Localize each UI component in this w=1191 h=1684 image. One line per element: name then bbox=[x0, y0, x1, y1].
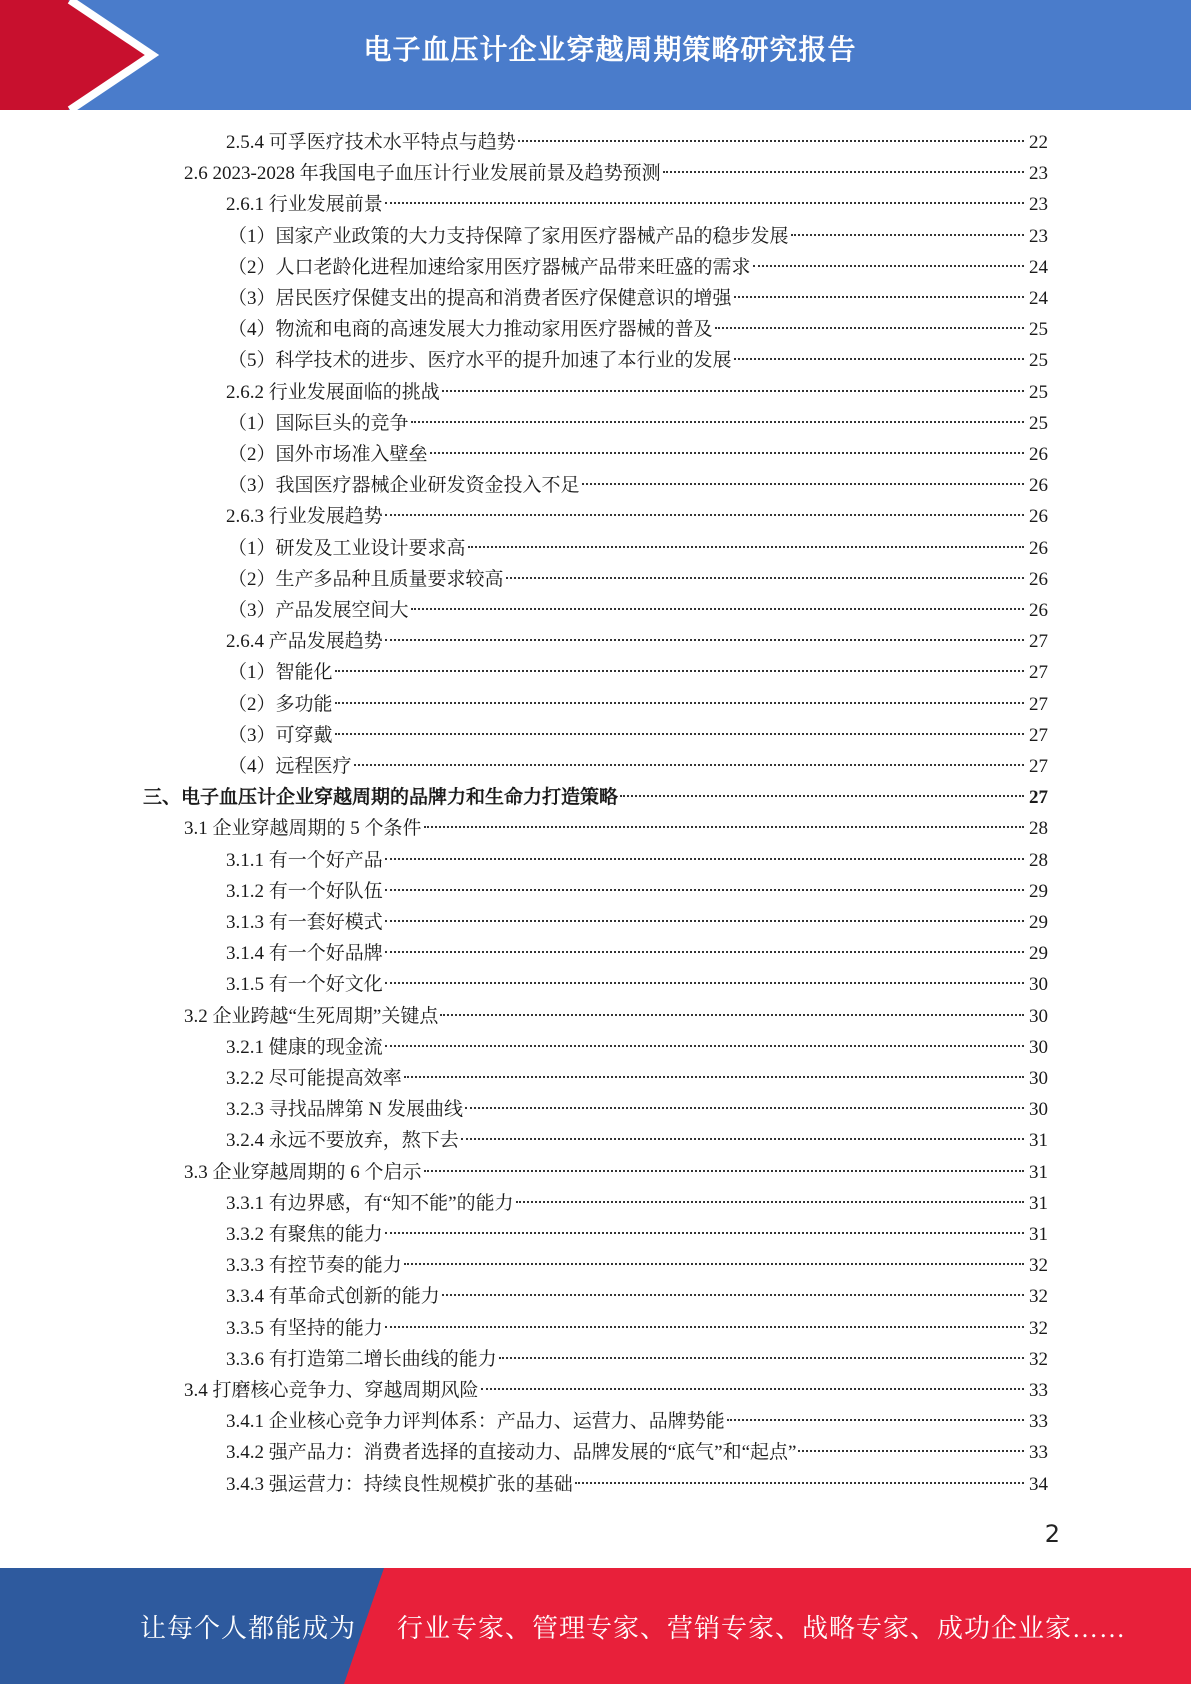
toc-entry-page-number: 22 bbox=[1029, 132, 1048, 153]
toc-entry-page-number: 26 bbox=[1029, 444, 1048, 465]
toc-entry[interactable] bbox=[143, 782, 1048, 813]
toc-entry-label: 3.1.5 有一个好文化 bbox=[226, 974, 383, 996]
toc-entry-page-number: 31 bbox=[1029, 1192, 1048, 1214]
toc-entry[interactable] bbox=[228, 533, 1048, 564]
toc-dot-leader bbox=[715, 327, 1024, 329]
toc-entry[interactable] bbox=[184, 813, 1048, 844]
toc-entry-page-number: 26 bbox=[1029, 506, 1048, 528]
toc-entry-label: （3）居民医疗保健支出的提高和消费者医疗保健意识的增强 bbox=[228, 288, 732, 309]
toc-dot-leader bbox=[506, 577, 1024, 579]
toc-entry[interactable] bbox=[228, 689, 1048, 720]
toc-entry[interactable] bbox=[226, 377, 1048, 408]
toc-dot-leader bbox=[465, 1107, 1024, 1109]
toc-dot-leader bbox=[753, 265, 1024, 267]
toc-entry[interactable] bbox=[226, 1406, 1048, 1437]
toc-entry-label: （2）国外市场准入壁垒 bbox=[228, 444, 428, 465]
toc-dot-leader bbox=[734, 358, 1024, 360]
toc-entry-label: 2.5.4 可孚医疗技术水平特点与趋势 bbox=[226, 132, 516, 153]
toc-entry-page-number: 25 bbox=[1029, 319, 1048, 341]
toc-entry-page-number: 26 bbox=[1029, 600, 1048, 621]
toc-dot-leader bbox=[620, 795, 1024, 797]
toc-dot-leader bbox=[430, 452, 1024, 454]
toc-entry-page-number: 30 bbox=[1029, 1036, 1048, 1058]
toc-dot-leader bbox=[385, 1232, 1024, 1234]
toc-dot-leader bbox=[385, 889, 1024, 891]
toc-entry[interactable] bbox=[228, 345, 1048, 376]
toc-entry-label: （1）研发及工业设计要求高 bbox=[228, 537, 466, 559]
toc-entry-label: 3.2.4 永远不要放弃，熬下去 bbox=[226, 1130, 459, 1152]
toc-dot-leader bbox=[575, 1482, 1024, 1484]
toc-entry[interactable] bbox=[228, 252, 1048, 283]
toc-entry-label: 3.3 企业穿越周期的 6 个启示 bbox=[184, 1161, 422, 1183]
toc-entry-label: 3.3.3 有控节奏的能力 bbox=[226, 1255, 402, 1277]
toc-dot-leader bbox=[385, 514, 1024, 516]
toc-dot-leader bbox=[468, 546, 1024, 548]
toc-entry-label: 3.4.3 强运营力：持续良性规模扩张的基础 bbox=[226, 1473, 573, 1495]
toc-dot-leader bbox=[385, 1326, 1024, 1328]
toc-entry-page-number: 30 bbox=[1029, 1005, 1048, 1027]
toc-dot-leader bbox=[440, 1014, 1024, 1016]
toc-entry[interactable] bbox=[226, 876, 1048, 907]
toc-entry-label: 3.2.3 寻找品牌第 N 发展曲线 bbox=[226, 1099, 463, 1121]
toc-entry-label: 3.4 打磨核心竞争力、穿越周期风险 bbox=[184, 1380, 479, 1401]
toc-entry-page-number: 27 bbox=[1029, 724, 1048, 746]
toc-dot-leader bbox=[791, 234, 1024, 236]
toc-entry-page-number: 27 bbox=[1029, 631, 1048, 653]
footer-slogan-left: 让每个人都能成为 bbox=[140, 1614, 357, 1643]
toc-entry-page-number: 25 bbox=[1029, 381, 1048, 403]
toc-entry-page-number: 33 bbox=[1029, 1380, 1048, 1401]
toc-entry-label: 3.2.2 尽可能提高效率 bbox=[226, 1068, 402, 1089]
toc-entry-label: 3.2.1 健康的现金流 bbox=[226, 1036, 383, 1058]
toc-entry[interactable] bbox=[226, 1437, 1048, 1468]
toc-entry-label: 3.1.1 有一个好产品 bbox=[226, 849, 383, 871]
toc-dot-leader bbox=[385, 858, 1024, 860]
toc-entry[interactable] bbox=[226, 938, 1048, 969]
toc-entry-label: 3.3.6 有打造第二增长曲线的能力 bbox=[226, 1348, 497, 1370]
toc-entry[interactable] bbox=[226, 1313, 1048, 1344]
toc-entry-label: 3.2 企业跨越“生死周期”关键点 bbox=[184, 1005, 439, 1027]
toc-entry-page-number: 32 bbox=[1029, 1255, 1048, 1277]
toc-dot-leader bbox=[481, 1388, 1024, 1390]
toc-entry-page-number: 32 bbox=[1029, 1348, 1048, 1370]
toc-entry[interactable] bbox=[228, 439, 1048, 470]
toc-entry-label: （3）我国医疗器械企业研发资金投入不足 bbox=[228, 475, 580, 497]
toc-entry-page-number: 30 bbox=[1029, 1068, 1048, 1089]
toc-entry-label: （1）国家产业政策的大力支持保障了家用医疗器械产品的稳步发展 bbox=[228, 225, 789, 247]
toc-entry[interactable] bbox=[228, 720, 1048, 751]
toc-entry-page-number: 23 bbox=[1029, 225, 1048, 247]
toc-entry[interactable] bbox=[226, 626, 1048, 657]
toc-entry[interactable] bbox=[184, 158, 1048, 189]
toc-entry-label: 2.6 2023-2028 年我国电子血压计行业发展前景及趋势预测 bbox=[184, 163, 661, 185]
toc-dot-leader bbox=[404, 1076, 1024, 1078]
toc-entry-page-number: 28 bbox=[1029, 818, 1048, 840]
toc-dot-leader bbox=[335, 702, 1024, 704]
toc-entry-page-number: 26 bbox=[1029, 537, 1048, 559]
toc-entry[interactable] bbox=[228, 564, 1048, 595]
toc-entry-label: 3.3.1 有边界感，有“知不能”的能力 bbox=[226, 1192, 514, 1214]
toc-entry-page-number: 31 bbox=[1029, 1161, 1048, 1183]
toc-entry[interactable] bbox=[184, 1375, 1048, 1406]
toc-dot-leader bbox=[516, 1201, 1024, 1203]
toc-dot-leader bbox=[385, 1045, 1024, 1047]
toc-entry[interactable] bbox=[226, 1188, 1048, 1219]
toc-dot-leader bbox=[385, 639, 1024, 641]
toc-entry-page-number: 31 bbox=[1029, 1130, 1048, 1152]
toc-entry-page-number: 33 bbox=[1029, 1411, 1048, 1433]
toc-entry-label: （5）科学技术的进步、医疗水平的提升加速了本行业的发展 bbox=[228, 350, 732, 372]
toc-entry-page-number: 27 bbox=[1029, 662, 1048, 684]
toc-entry-page-number: 23 bbox=[1029, 163, 1048, 185]
toc-entry[interactable] bbox=[226, 1094, 1048, 1125]
header-red-arrow-decoration bbox=[0, 0, 160, 110]
toc-entry-label: 3.1.2 有一个好队伍 bbox=[226, 880, 383, 902]
toc-entry[interactable] bbox=[226, 1063, 1048, 1094]
toc-entry-page-number: 28 bbox=[1029, 849, 1048, 871]
toc-entry-page-number: 33 bbox=[1029, 1442, 1048, 1464]
toc-dot-leader bbox=[582, 483, 1024, 485]
toc-dot-leader bbox=[442, 390, 1024, 392]
toc-dot-leader bbox=[335, 733, 1024, 735]
footer-slogan-right: 行业专家、管理专家、营销专家、战略专家、成功企业家…… bbox=[397, 1614, 1127, 1643]
toc-entry-label: （3）产品发展空间大 bbox=[228, 600, 409, 621]
toc-entry-label: 三、电子血压计企业穿越周期的品牌力和生命力打造策略 bbox=[143, 787, 619, 809]
toc-entry-label: 3.1 企业穿越周期的 5 个条件 bbox=[184, 818, 422, 840]
toc-entry-page-number: 27 bbox=[1029, 756, 1048, 777]
toc-entry-label: （2）生产多品种且质量要求较高 bbox=[228, 568, 504, 590]
toc-entry-label: 3.4.1 企业核心竞争力评判体系：产品力、运营力、品牌势能 bbox=[226, 1411, 725, 1433]
page-header bbox=[0, 0, 1191, 110]
toc-dot-leader bbox=[798, 1450, 1024, 1452]
toc-dot-leader bbox=[727, 1419, 1024, 1421]
toc-dot-leader bbox=[411, 421, 1024, 423]
toc-entry-label: 3.3.4 有革命式创新的能力 bbox=[226, 1286, 440, 1308]
toc-dot-leader bbox=[404, 1263, 1024, 1265]
toc-entry-label: 2.6.2 行业发展面临的挑战 bbox=[226, 381, 440, 403]
toc-entry[interactable] bbox=[184, 1157, 1048, 1188]
toc-entry[interactable] bbox=[226, 845, 1048, 876]
page-footer bbox=[0, 1568, 1191, 1684]
toc-entry[interactable] bbox=[226, 1219, 1048, 1250]
toc-entry-label: 3.3.2 有聚焦的能力 bbox=[226, 1224, 383, 1245]
toc-entry-label: （2）多功能 bbox=[228, 693, 333, 715]
toc-entry[interactable] bbox=[226, 1469, 1048, 1500]
toc-entry-label: 2.6.4 产品发展趋势 bbox=[226, 631, 383, 653]
toc-entry[interactable] bbox=[226, 1281, 1048, 1312]
toc-entry-page-number: 25 bbox=[1029, 412, 1048, 434]
toc-dot-leader bbox=[518, 140, 1024, 142]
toc-entry-label: （4）远程医疗 bbox=[228, 756, 352, 777]
toc-dot-leader bbox=[424, 1170, 1024, 1172]
toc-dot-leader bbox=[385, 951, 1024, 953]
toc-entry[interactable] bbox=[226, 907, 1048, 938]
toc-entry-label: 2.6.3 行业发展趋势 bbox=[226, 506, 383, 528]
toc-entry[interactable] bbox=[228, 470, 1048, 501]
page-number: 2 bbox=[1044, 1520, 1060, 1548]
toc-entry[interactable] bbox=[228, 595, 1048, 626]
toc-entry[interactable] bbox=[228, 751, 1048, 782]
toc-entry-page-number: 34 bbox=[1029, 1473, 1048, 1495]
toc-entry[interactable] bbox=[228, 408, 1048, 439]
toc-entry-label: 2.6.1 行业发展前景 bbox=[226, 194, 383, 216]
toc-dot-leader bbox=[734, 296, 1024, 298]
toc-dot-leader bbox=[424, 826, 1024, 828]
toc-entry-page-number: 24 bbox=[1029, 288, 1048, 309]
toc-entry-page-number: 26 bbox=[1029, 568, 1048, 590]
toc-entry[interactable] bbox=[184, 1001, 1048, 1032]
toc-dot-leader bbox=[335, 670, 1024, 672]
toc-dot-leader bbox=[663, 171, 1024, 173]
toc-entry-page-number: 32 bbox=[1029, 1286, 1048, 1308]
toc-entry[interactable] bbox=[228, 314, 1048, 345]
toc-entry-label: 3.4.2 强产品力：消费者选择的直接动力、品牌发展的“底气”和“起点” bbox=[226, 1442, 797, 1464]
toc-entry-page-number: 29 bbox=[1029, 912, 1048, 933]
toc-dot-leader bbox=[499, 1357, 1024, 1359]
toc-entry-page-number: 27 bbox=[1029, 693, 1048, 715]
toc-dot-leader bbox=[385, 202, 1024, 204]
toc-entry[interactable] bbox=[228, 221, 1048, 252]
toc-entry-page-number: 25 bbox=[1029, 350, 1048, 372]
toc-entry[interactable] bbox=[226, 127, 1048, 158]
toc-entry-label: （3）可穿戴 bbox=[228, 724, 333, 746]
toc-entry-label: 3.1.3 有一套好模式 bbox=[226, 912, 383, 933]
toc-entry-page-number: 31 bbox=[1029, 1224, 1048, 1245]
toc-entry[interactable] bbox=[226, 501, 1048, 532]
toc-entry-page-number: 29 bbox=[1029, 880, 1048, 902]
toc-dot-leader bbox=[442, 1294, 1024, 1296]
toc-entry-label: 3.3.5 有坚持的能力 bbox=[226, 1317, 383, 1339]
toc-entry-page-number: 30 bbox=[1029, 974, 1048, 996]
toc-entry-page-number: 32 bbox=[1029, 1317, 1048, 1339]
toc-entry-label: （4）物流和电商的高速发展大力推动家用医疗器械的普及 bbox=[228, 319, 713, 341]
toc-entry[interactable] bbox=[226, 1250, 1048, 1281]
toc-entry-label: 3.1.4 有一个好品牌 bbox=[226, 943, 383, 965]
toc-dot-leader bbox=[385, 982, 1024, 984]
toc-entry[interactable] bbox=[228, 283, 1048, 314]
toc-entry[interactable] bbox=[226, 189, 1048, 220]
toc-entry-page-number: 26 bbox=[1029, 475, 1048, 497]
toc-entry[interactable] bbox=[226, 1344, 1048, 1375]
toc-dot-leader bbox=[411, 608, 1024, 610]
toc-entry-page-number: 27 bbox=[1029, 787, 1048, 809]
toc-entry-label: （1）智能化 bbox=[228, 662, 333, 684]
toc-entry-page-number: 29 bbox=[1029, 943, 1048, 965]
toc-entry-page-number: 24 bbox=[1029, 256, 1048, 278]
toc-entry-page-number: 23 bbox=[1029, 194, 1048, 216]
report-title: 电子血压计企业穿越周期策略研究报告 bbox=[363, 33, 857, 66]
toc-entry-label: （2）人口老龄化进程加速给家用医疗器械产品带来旺盛的需求 bbox=[228, 256, 751, 278]
toc-entry[interactable] bbox=[226, 969, 1048, 1000]
toc-entry-label: （1）国际巨头的竞争 bbox=[228, 412, 409, 434]
toc-dot-leader bbox=[385, 920, 1024, 922]
toc-entry[interactable] bbox=[226, 1125, 1048, 1156]
toc-entry[interactable] bbox=[228, 657, 1048, 688]
toc-entry[interactable] bbox=[226, 1032, 1048, 1063]
toc-entry-page-number: 30 bbox=[1029, 1099, 1048, 1121]
toc-dot-leader bbox=[354, 764, 1024, 766]
toc-dot-leader bbox=[461, 1138, 1024, 1140]
